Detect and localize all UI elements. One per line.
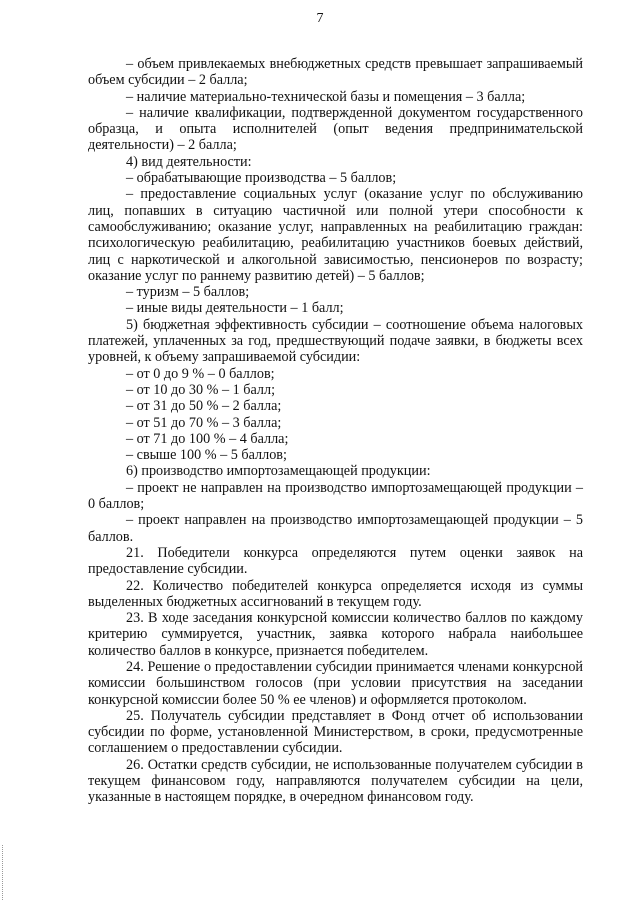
paragraph-item-23: 23. В ходе заседания конкурсной комиссии количество баллов по каждому критерию суммируется, участник, заявка которого набрала наибольшее количество баллов в конкурсе, признается победителем. [88, 610, 583, 659]
paragraph-efficiency-31-50: – от 31 до 50 % – 2 балла; [126, 398, 282, 415]
paragraph-import-directed: – проект направлен на производство импортозамещающей продукции – 5 баллов. [88, 512, 583, 545]
paragraph-activity-social-services: – предоставление социальных услуг (оказание услуг по обслуживанию лиц, попавших в ситуацию частичной или полной утери способности к самообслуживанию; оказание услуг, направленных на реабилитацию граждан: психологическую реабилитацию, реабилитацию участников боевых действий, лиц с наркотической и алкогольной зависимостью, пенсионеров по возрасту; оказание услуг по раннему развитию детей) – 5 баллов; [88, 186, 583, 284]
paragraph-activity-manufacturing: – обрабатывающие производства – 5 баллов; [126, 170, 397, 187]
paragraph-item-26: 26. Остатки средств субсидии, не использованные получателем субсидии в текущем финансовом году, направляются получателем субсидии на цели, указанные в настоящем порядке, в очередном финансовом году. [88, 756, 583, 806]
paragraph-criterion-qualification: – наличие квалификации, подтвержденной документом государственного образца, и опыта исполнителей (опыт ведения предпринимательской деятельности) – 2 балла; [88, 104, 583, 154]
paragraph-efficiency-51-70: – от 51 до 70 % – 3 балла; [126, 414, 282, 431]
paragraph-import-not-directed: – проект не направлен на производство импортозамещающей продукции – 0 баллов; [88, 479, 583, 513]
paragraph-item-21: 21. Победители конкурса определяются путем оценки заявок на предоставление субсидии. [88, 544, 583, 578]
paragraph-activity-other: – иные виды деятельности – 1 балл; [126, 300, 344, 317]
paragraph-import-substitution-heading: 6) производство импортозамещающей продукции: [126, 463, 431, 480]
paragraph-efficiency-0-9: – от 0 до 9 % – 0 баллов; [126, 365, 275, 382]
paragraph-activity-type-heading: 4) вид деятельности: [126, 153, 252, 170]
paragraph-criterion-extra-budget-funds: – объем привлекаемых внебюджетных средств превышает запрашиваемый объем субсидии – 2 балла; [88, 56, 583, 89]
paragraph-item-22: 22. Количество победителей конкурса определяется исходя из суммы выделенных бюджетных ассигнований в текущем году. [88, 577, 583, 610]
document-body [88, 56, 583, 806]
paragraph-budget-efficiency-heading: 5) бюджетная эффективность субсидии – соотношение объема налоговых платежей, уплаченных за год, предшествующий подаче заявки, в бюджеты всех уровней, к объему запрашиваемой субсидии: [88, 316, 583, 366]
paragraph-item-25: 25. Получатель субсидии представляет в Фонд отчет об использовании субсидии по форме, установленной Министерством, в сроки, предусмотренные соглашением о предоставлении субсидии. [88, 707, 583, 757]
paragraph-efficiency-10-30: – от 10 до 30 % – 1 балл; [126, 381, 276, 398]
margin-scan-marks [2, 845, 5, 900]
paragraph-efficiency-over-100: – свыше 100 % – 5 баллов; [126, 447, 287, 464]
page-number: 7 [316, 11, 324, 26]
paragraph-item-24: 24. Решение о предоставлении субсидии принимается членами конкурсной комиссии большинством голосов (при условии присутствия на заседании конкурсной комиссии более 50 % ее членов) и оформляется протоколом. [88, 658, 583, 708]
paragraph-activity-tourism: – туризм – 5 баллов; [126, 284, 250, 301]
paragraph-criterion-material-base: – наличие материально-технической базы и помещения – 3 балла; [126, 88, 526, 105]
paragraph-efficiency-71-100: – от 71 до 100 % – 4 балла; [126, 430, 289, 447]
